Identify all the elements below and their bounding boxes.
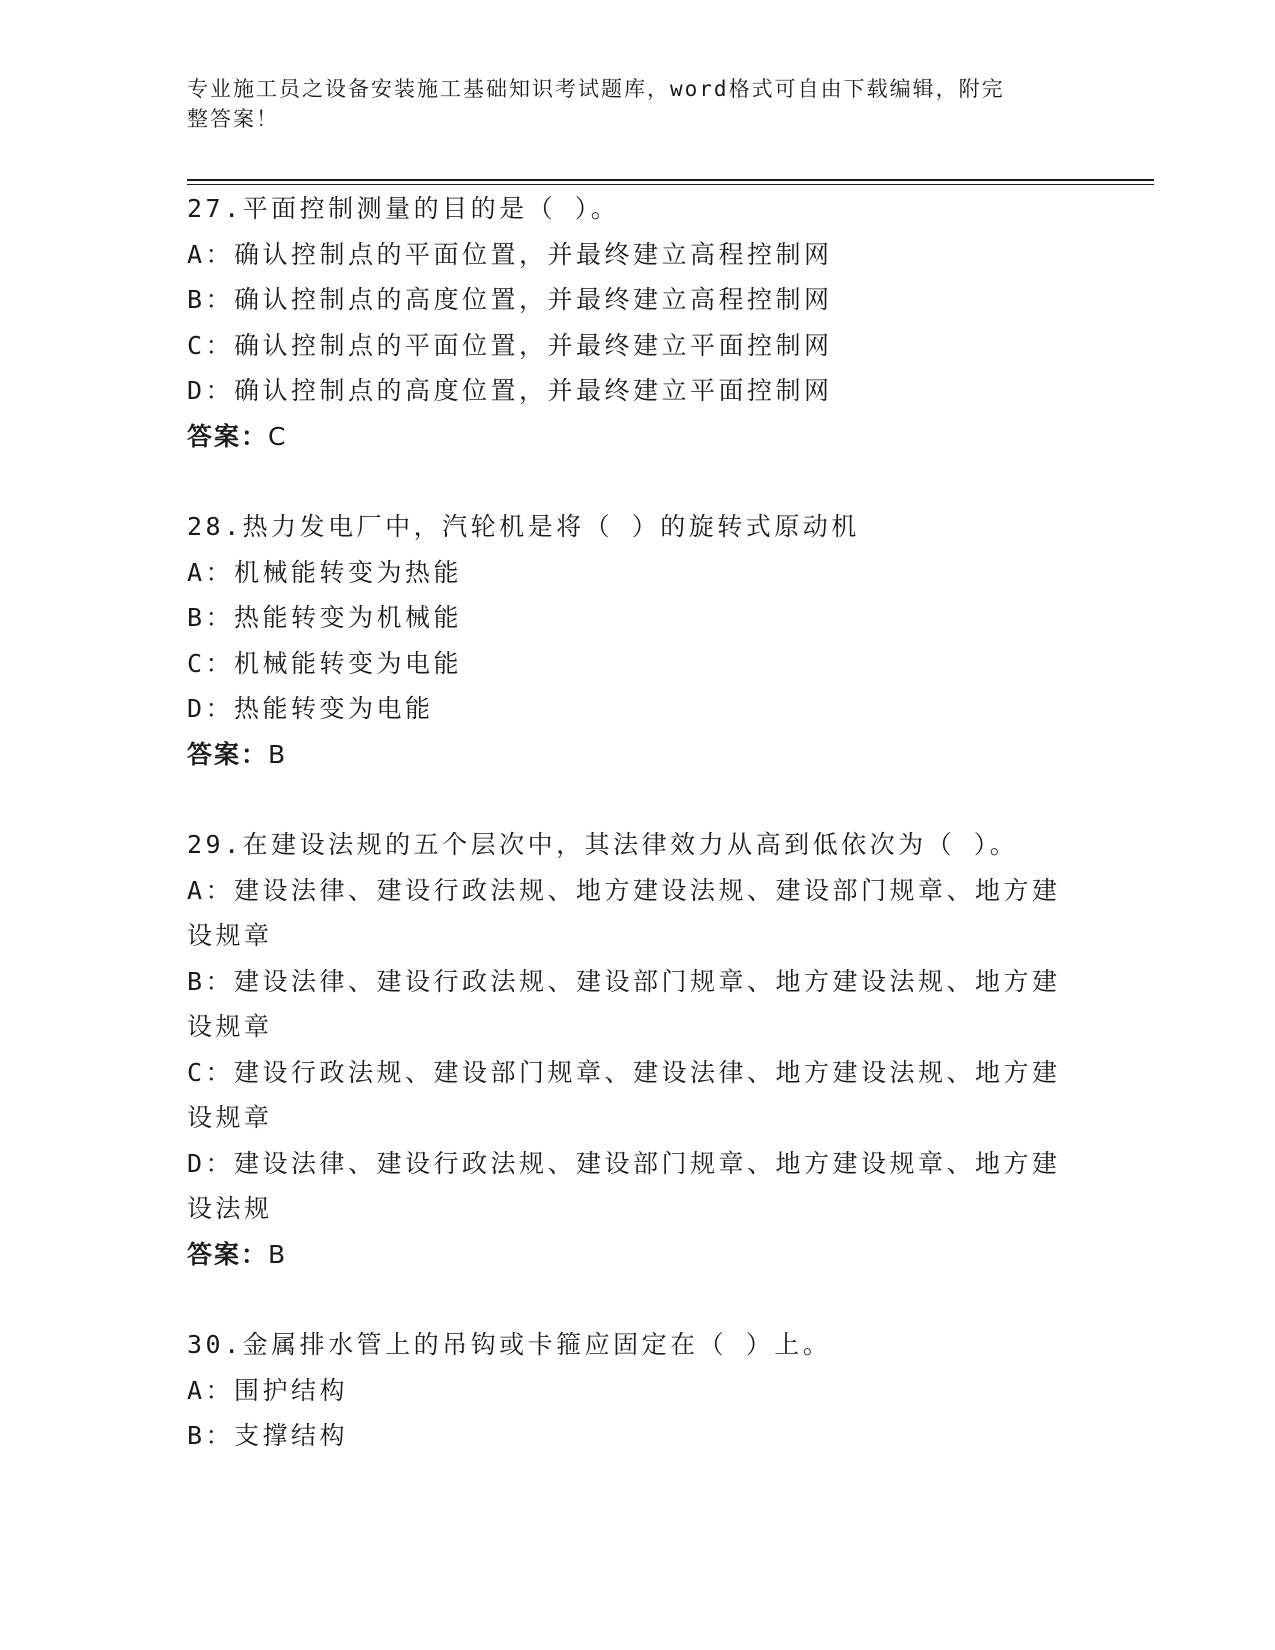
option-a: A：机械能转变为热能 bbox=[187, 557, 463, 587]
option-b-line-1: B：建设法律、建设行政法规、建设部门规章、地方建设法规、地方建 bbox=[187, 966, 1061, 996]
answer-line bbox=[187, 732, 1087, 778]
answer-line bbox=[187, 1232, 1087, 1278]
question-stem: 29.在建设法规的五个层次中，其法律效力从高到低依次为（ ）。 bbox=[187, 830, 1019, 859]
question-30 bbox=[187, 1322, 1087, 1459]
option-a: A：确认控制点的平面位置，并最终建立高程控制网 bbox=[187, 239, 833, 269]
header-line-2: 整答案！ bbox=[187, 107, 279, 131]
question-list bbox=[187, 186, 1087, 1459]
question-28 bbox=[187, 504, 1087, 777]
answer-value: B bbox=[268, 739, 288, 769]
option-d: D：确认控制点的高度位置，并最终建立平面控制网 bbox=[187, 376, 833, 405]
header-line-1: 专业施工员之设备安装施工基础知识考试题库，word格式可自由下载编辑，附完 bbox=[187, 77, 1005, 101]
option-d: D：热能转变为电能 bbox=[187, 694, 434, 723]
question-stem: 27.平面控制测量的目的是（ ）。 bbox=[187, 194, 620, 223]
answer-label: 答案： bbox=[187, 739, 269, 769]
header-divider-thin bbox=[187, 184, 1154, 185]
question-stem: 30.金属排水管上的吊钩或卡箍应固定在（ ）上。 bbox=[187, 1330, 832, 1359]
document-header bbox=[187, 74, 1067, 134]
option-d-line-1: D：建设法律、建设行政法规、建设部门规章、地方建设规章、地方建 bbox=[187, 1148, 1061, 1178]
question-stem: 28.热力发电厂中，汽轮机是将（ ）的旋转式原动机 bbox=[187, 512, 860, 541]
question-27 bbox=[187, 186, 1087, 459]
question-29 bbox=[187, 822, 1087, 1277]
option-a: A：围护结构 bbox=[187, 1375, 349, 1405]
option-d bbox=[187, 1141, 1087, 1232]
option-c-line-2: 设规章 bbox=[187, 1103, 273, 1132]
answer-line bbox=[187, 414, 1087, 460]
answer-value: C bbox=[268, 421, 288, 451]
option-b: B：支撑结构 bbox=[187, 1421, 349, 1450]
option-a-line-1: A：建设法律、建设行政法规、地方建设法规、建设部门规章、地方建 bbox=[187, 875, 1061, 905]
option-b-line-2: 设规章 bbox=[187, 1012, 273, 1041]
option-a-line-2: 设规章 bbox=[187, 921, 273, 950]
option-b bbox=[187, 959, 1087, 1050]
option-a bbox=[187, 868, 1087, 959]
option-b: B：确认控制点的高度位置，并最终建立高程控制网 bbox=[187, 285, 833, 314]
header-divider-thick bbox=[187, 179, 1154, 181]
option-c bbox=[187, 1050, 1087, 1141]
option-c-line-1: C：建设行政法规、建设部门规章、建设法律、地方建设法规、地方建 bbox=[187, 1057, 1061, 1087]
answer-value: B bbox=[268, 1239, 288, 1269]
answer-label: 答案： bbox=[187, 421, 269, 451]
answer-label: 答案： bbox=[187, 1239, 269, 1269]
option-c: C：机械能转变为电能 bbox=[187, 648, 463, 678]
option-c: C：确认控制点的平面位置，并最终建立平面控制网 bbox=[187, 330, 833, 360]
option-b: B：热能转变为机械能 bbox=[187, 603, 463, 632]
option-d-line-2: 设法规 bbox=[187, 1194, 273, 1223]
